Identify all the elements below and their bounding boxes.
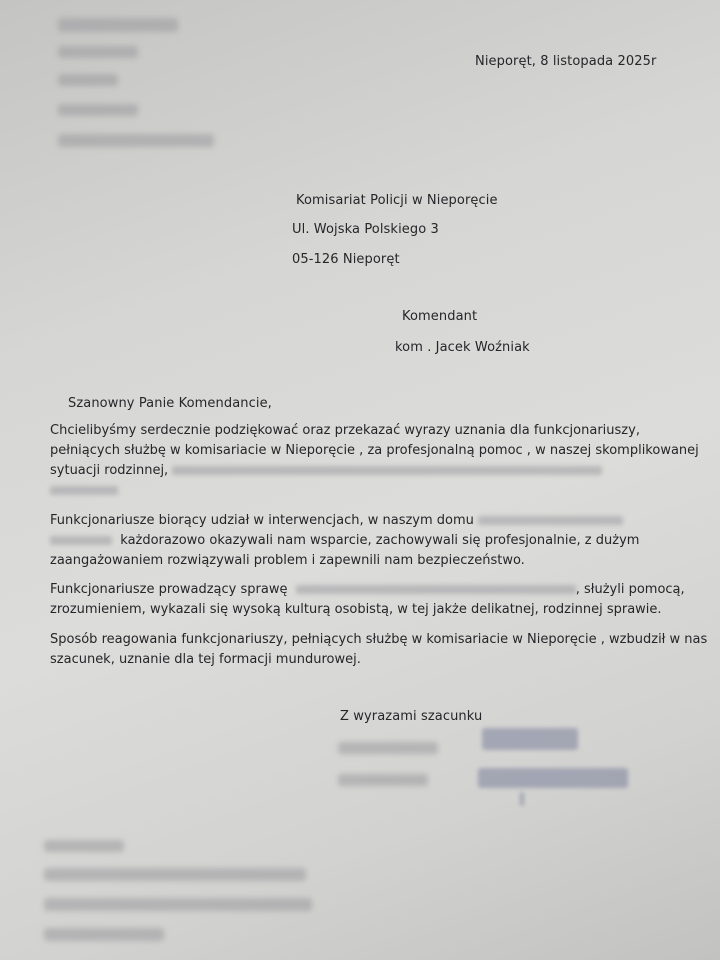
signature-mark	[520, 792, 524, 806]
date-line: Nieporęt, 8 listopada 2025r	[475, 54, 657, 69]
paragraph-4	[50, 630, 707, 670]
redacted-signatory-name	[338, 774, 428, 786]
redacted-footer-line	[44, 868, 306, 881]
salutation: Szanowny Panie Komendancie,	[68, 396, 272, 411]
redacted-signatory-name	[338, 742, 438, 754]
redacted-text	[478, 516, 623, 525]
redacted-sender-line	[58, 18, 178, 32]
recipient-institution: Komisariat Policji w Nieporęcie	[296, 193, 498, 208]
paragraph-2	[50, 511, 639, 571]
redacted-footer-line	[44, 898, 312, 911]
redacted-text	[50, 486, 118, 495]
redacted-footer-line	[44, 928, 164, 941]
recipient-street: Ul. Wojska Polskiego 3	[292, 222, 439, 237]
recipient-title: Komendant	[402, 309, 478, 324]
paragraph-line	[50, 481, 699, 501]
paragraph-text: , służyli pomocą,	[575, 582, 685, 597]
paragraph-line	[50, 531, 639, 551]
paragraph-line	[50, 511, 639, 531]
paragraph-text: pełniących służbę w komisariacie w Nieporęcie , za profesjonalną pomoc , w naszej skomplikowanej	[50, 443, 699, 458]
paragraph-text: Funkcjonariusze prowadzący sprawę	[50, 582, 288, 597]
paragraph-text: każdorazowo okazywali nam wsparcie, zachowywali się profesjonalnie, z dużym	[120, 533, 640, 548]
recipient-postal-city: 05-126 Nieporęt	[292, 252, 400, 267]
paragraph-line: Sposób reagowania funkcjonariuszy, pełniących służbę w komisariacie w Nieporęcie , wzbudził w nas	[50, 632, 708, 647]
paragraph-line: zaangażowaniem rozwiązywali problem i zapewnili nam bezpieczeństwo.	[50, 553, 525, 568]
paragraph-text: sytuacji rodzinnej,	[50, 463, 169, 478]
redacted-text	[172, 466, 602, 475]
paragraph-line: zrozumieniem, wykazali się wysoką kulturą osobistą, w tej jakże delikatnej, rodzinnej sprawie.	[50, 602, 662, 617]
redacted-footer-line	[44, 840, 124, 852]
redacted-sender-line	[58, 74, 118, 86]
redacted-sender-line	[58, 46, 138, 58]
paragraph-3	[50, 580, 685, 620]
recipient-name: kom . Jacek Woźniak	[395, 340, 530, 355]
paragraph-text: Funkcjonariusze biorący udział w interwencjach, w naszym domu	[50, 513, 474, 528]
paragraph-line	[50, 461, 699, 481]
redacted-sender-line	[58, 134, 214, 147]
paragraph-line: Chcielibyśmy serdecznie podziękować oraz przekazać wyrazy uznania dla funkcjonariuszy,	[50, 423, 640, 438]
paragraph-line	[50, 580, 685, 600]
paragraph-1	[50, 421, 699, 501]
signature-mark	[482, 728, 578, 750]
signature-mark	[478, 768, 628, 788]
redacted-text	[296, 585, 576, 594]
paragraph-line	[50, 441, 699, 461]
paragraph-line: szacunek, uznanie dla tej formacji mundurowej.	[50, 652, 361, 667]
closing-phrase: Z wyrazami szacunku	[340, 709, 483, 724]
redacted-sender-line	[58, 104, 138, 116]
redacted-text	[50, 536, 112, 545]
